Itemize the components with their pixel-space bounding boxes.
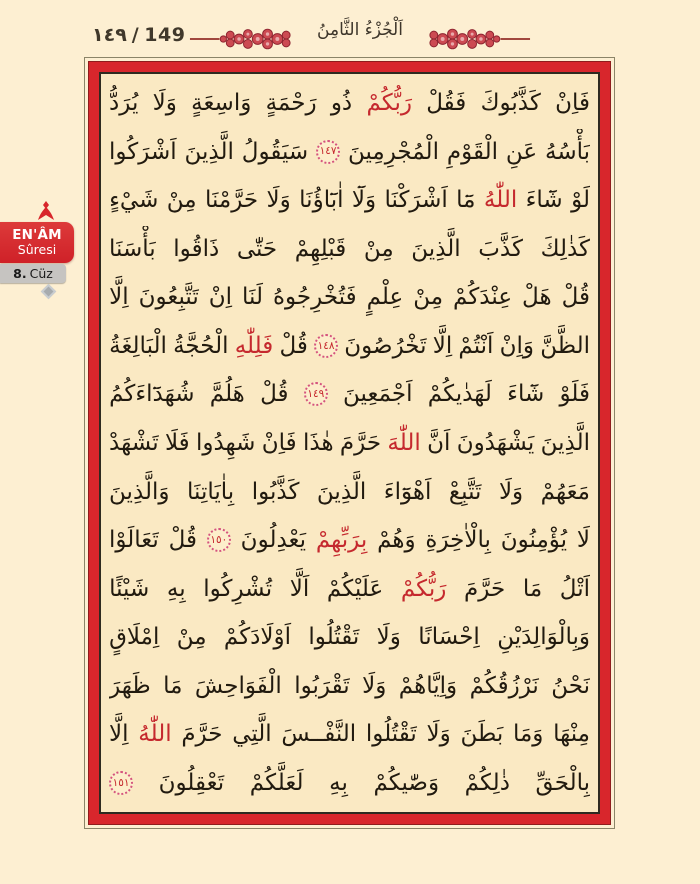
mushaf-line bbox=[109, 469, 590, 515]
quran-word: اَنَّ bbox=[427, 429, 451, 456]
quran-word: الَّذِينَ bbox=[411, 235, 461, 262]
quran-word: وَصّٰيكُمْ bbox=[373, 769, 440, 796]
quran-word: الْبَالِغَةُ bbox=[109, 332, 167, 359]
page-number-arabic: ١٤٩ bbox=[92, 24, 127, 46]
quran-word: اِلَّا bbox=[109, 721, 129, 748]
quran-word: تَتَّبِعُونَ bbox=[138, 284, 199, 311]
quran-word: تَعَالَوْا bbox=[109, 527, 159, 554]
quran-word: قُلْ bbox=[168, 527, 198, 554]
quran-word: فَقُلْ bbox=[426, 90, 467, 116]
quran-word: بِاٰيَاتِنَا bbox=[187, 478, 235, 505]
quran-word: وَلَا bbox=[426, 721, 451, 748]
quran-word: مَا bbox=[522, 575, 543, 602]
quran-word: تَقْتُلُوا bbox=[308, 624, 360, 651]
page-frame-red-band bbox=[88, 61, 611, 825]
quran-word: فَلَوْ bbox=[559, 381, 590, 408]
verse-marker: ١٤٨ bbox=[314, 334, 338, 358]
quran-word: الْفَوَاحِشَ bbox=[194, 672, 282, 699]
quran-word: ذٰلِكُمْ bbox=[464, 769, 510, 796]
page-number-latin: 149 bbox=[144, 24, 186, 46]
quran-word: هٰذَا bbox=[303, 429, 334, 456]
quran-word: فَتُخْرِجُوهُ bbox=[272, 284, 357, 311]
quran-word: وَبِالْوَالِدَيْنِ bbox=[497, 624, 590, 651]
quran-word: كَذٰلِكَ bbox=[540, 235, 590, 262]
mushaf-line bbox=[109, 711, 590, 757]
quran-word: عَنِ bbox=[505, 138, 538, 165]
page-number-separator: / bbox=[131, 24, 140, 46]
mushaf-line bbox=[109, 371, 590, 417]
quran-word: بِالْاٰخِرَةِ bbox=[425, 527, 491, 554]
quran-word: بَأْسَنَا bbox=[109, 235, 156, 262]
quran-word: كَذَّبُوا bbox=[251, 478, 300, 505]
floral-ornament-icon bbox=[188, 26, 296, 52]
quran-word: مِنْ bbox=[166, 187, 197, 214]
quran-word: سَيَقُولُ bbox=[241, 138, 309, 165]
quran-word: رَبُّكُمْ bbox=[366, 90, 412, 116]
quran-word: بِرَبِّهِمْ bbox=[315, 527, 368, 554]
quran-word: اللّٰهُ bbox=[138, 721, 172, 748]
page-frame bbox=[84, 57, 615, 829]
mushaf-line bbox=[109, 517, 590, 563]
quran-word: اِمْلَاقٍ bbox=[109, 624, 160, 651]
quran-word: عِلْمٍ bbox=[366, 284, 404, 311]
quran-word: الَّذِينَ bbox=[184, 138, 234, 165]
quran-word: الظَّنَّ bbox=[540, 332, 590, 359]
surah-name: EN'ÂM bbox=[12, 227, 62, 244]
quran-word: كَذَّبَ bbox=[478, 235, 523, 262]
quran-word: اَشْرَكْنَا bbox=[384, 187, 448, 214]
quran-word: رَحْمَةٍ bbox=[265, 90, 317, 116]
quran-word: مِنْ bbox=[176, 624, 207, 651]
quran-word: وَلَا bbox=[152, 90, 177, 116]
quran-word: اَهْوَٓاءَ bbox=[383, 478, 432, 505]
mushaf-line bbox=[109, 663, 590, 709]
quran-word: ظَهَرَ bbox=[109, 672, 151, 699]
quran-word: فَاِنْ bbox=[555, 90, 590, 116]
quran-word: تَتَّبِعْ bbox=[448, 478, 482, 505]
quran-word: اِنْ bbox=[208, 284, 233, 311]
mushaf-line bbox=[109, 566, 590, 612]
mushaf-line bbox=[109, 177, 590, 223]
surah-word: Sûresi bbox=[17, 242, 57, 258]
quran-word: اِلَّا bbox=[109, 284, 129, 311]
quran-word: وَلَا bbox=[376, 624, 401, 651]
quran-word: فَلَا bbox=[164, 429, 190, 456]
quran-word: وَاِنْ bbox=[499, 332, 535, 359]
mushaf-line bbox=[109, 80, 590, 126]
quran-word: الْقَوْمِ bbox=[446, 138, 498, 165]
fleur-ornament-icon bbox=[36, 201, 56, 221]
quran-word: تَعْقِلُونَ bbox=[158, 769, 225, 796]
quran-word: بَأْسُهُ bbox=[544, 138, 590, 165]
quran-word: رَبُّكُمْ bbox=[400, 575, 447, 602]
quran-word: لَوْ bbox=[571, 187, 590, 214]
mushaf-text bbox=[99, 72, 600, 814]
quran-word: اللّٰهُ bbox=[483, 187, 518, 214]
quran-word: فَاِنْ bbox=[261, 429, 297, 456]
quran-word: قُلْ bbox=[561, 284, 590, 311]
quran-word: بَطَنَ bbox=[460, 721, 504, 748]
quran-word: الْمُجْرِمِينَ bbox=[347, 138, 439, 165]
quran-word: شَهِدُوا bbox=[195, 429, 256, 456]
quran-word: وَمَا bbox=[512, 721, 544, 748]
juz-number: 8. bbox=[13, 266, 27, 281]
quran-word: اللّٰهَ bbox=[387, 429, 421, 456]
quran-word: بِهِ bbox=[329, 769, 348, 796]
quran-word: شَٓاءَ bbox=[507, 381, 545, 408]
quran-word: وَالَّذِينَ bbox=[109, 478, 170, 505]
mushaf-line bbox=[109, 129, 590, 175]
verse-marker: ١٥٠ bbox=[207, 528, 231, 552]
quran-word: يُرَدُّ bbox=[109, 90, 139, 116]
quran-word: ذَاقُوا bbox=[173, 235, 220, 262]
mushaf-line bbox=[109, 420, 590, 466]
page-number bbox=[92, 23, 185, 47]
quran-word: الْحُجَّةُ bbox=[173, 332, 229, 359]
verse-marker: ١٤٧ bbox=[316, 140, 340, 164]
quran-word: قُلْ bbox=[260, 381, 289, 408]
quran-word: اِلَّا bbox=[432, 332, 453, 359]
quran-word: اٰبَٓاؤُنَا bbox=[299, 187, 344, 214]
quran-word: حَرَّمَ bbox=[181, 721, 223, 748]
quran-word: اَوْلَادَكُمْ bbox=[223, 624, 292, 651]
quran-word: وَاِيَّاهُمْ bbox=[398, 672, 458, 699]
quran-word: عِنْدَكُمْ bbox=[453, 284, 513, 311]
quran-word: وَهُمْ bbox=[377, 527, 416, 554]
diamond-ornament-icon bbox=[41, 284, 57, 300]
sidebar-tab-juz bbox=[0, 264, 66, 283]
mushaf-line bbox=[109, 274, 590, 320]
quran-word: شُهَدَٓاءَكُمُ bbox=[109, 381, 195, 408]
quran-word: الَّذِينَ bbox=[316, 478, 367, 505]
quran-word: اَلَّا bbox=[289, 575, 310, 602]
verse-marker: ١٤٩ bbox=[304, 382, 328, 406]
mushaf-line bbox=[109, 760, 590, 806]
quran-word: اَشْرَكُوا bbox=[109, 138, 177, 165]
quran-word: يَشْهَدُونَ bbox=[456, 429, 535, 456]
quran-word: حَرَّمَ bbox=[464, 575, 506, 602]
quran-word: هَلْ bbox=[522, 284, 552, 311]
quran-word: بِهِ bbox=[166, 575, 186, 602]
quran-word: تَقْتُلُوا bbox=[365, 721, 417, 748]
quran-word: كَذَّبُوكَ bbox=[480, 90, 541, 116]
quran-word: لَا bbox=[576, 527, 590, 554]
quran-word: اَتْلُ bbox=[559, 575, 590, 602]
quran-word: اَنْتُمْ bbox=[458, 332, 494, 359]
verse-marker: ١٥١ bbox=[109, 771, 133, 795]
quran-word: مِنْ bbox=[413, 284, 444, 311]
quran-word: النَّفْــسَ bbox=[281, 721, 357, 748]
quran-word: وَاسِعَةٍ bbox=[191, 90, 252, 116]
quran-word: وَلَا bbox=[362, 672, 387, 699]
quran-word: مِنْ bbox=[363, 235, 394, 262]
quran-word: لَنَا bbox=[242, 284, 263, 311]
quran-word: الَّذِينَ bbox=[540, 429, 590, 456]
quran-word: نَرْزُقُكُمْ bbox=[469, 672, 539, 699]
quran-word: وَلَا bbox=[498, 478, 524, 505]
quran-word: شَيْئًا bbox=[109, 575, 150, 602]
quran-word: هَلُمَّ bbox=[209, 381, 245, 408]
quran-word: حَتّٰى bbox=[236, 235, 278, 262]
quran-word: تَخْرُصُونَ bbox=[344, 332, 427, 359]
juz-title: اَلْجُزْءُ الثَّامِنُ bbox=[317, 20, 403, 40]
quran-word: لَعَلَّكُمْ bbox=[249, 769, 304, 796]
quran-word: تَقْرَبُوا bbox=[294, 672, 350, 699]
quran-word: الَّتِي bbox=[232, 721, 272, 748]
quran-word: فَلِلّٰهِ bbox=[234, 332, 274, 359]
quran-word: يَعْدِلُونَ bbox=[240, 527, 307, 554]
sidebar-tab-surah bbox=[0, 222, 74, 263]
quran-word: مَا bbox=[163, 672, 183, 699]
quran-word: نَحْنُ bbox=[551, 672, 590, 699]
quran-word: قُلْ bbox=[279, 332, 308, 359]
quran-word: اَجْمَعِينَ bbox=[343, 381, 413, 408]
quran-word: شَيْءٍ bbox=[109, 187, 159, 214]
quran-word: اِحْسَانًا bbox=[418, 624, 480, 651]
quran-word: حَرَّمَ bbox=[339, 429, 382, 456]
quran-word: مَعَهُمْ bbox=[540, 478, 590, 505]
quran-word: مَٓا bbox=[456, 187, 476, 214]
quran-word: وَلَٓا bbox=[351, 187, 377, 214]
mushaf-line bbox=[109, 614, 590, 660]
mushaf-line bbox=[109, 323, 590, 369]
juz-word: Cüz bbox=[29, 266, 53, 281]
quran-word: حَرَّمْنَا bbox=[204, 187, 259, 214]
quran-word: ذُو bbox=[330, 90, 353, 116]
quran-word: مِنْهَا bbox=[553, 721, 590, 748]
floral-ornament-icon bbox=[424, 26, 532, 52]
quran-word: قَبْلِهِمْ bbox=[294, 235, 347, 262]
quran-word: وَلَا bbox=[266, 187, 291, 214]
quran-word: شَٓاءَ bbox=[525, 187, 563, 214]
quran-word: تَشْهَدْ bbox=[109, 429, 159, 456]
quran-word: يُؤْمِنُونَ bbox=[500, 527, 568, 554]
quran-word: عَلَيْكُمْ bbox=[326, 575, 384, 602]
quran-word: تُشْرِكُوا bbox=[203, 575, 273, 602]
quran-word: لَهَدٰيكُمْ bbox=[427, 381, 492, 408]
mushaf-line bbox=[109, 226, 590, 272]
quran-word: بِالْحَقِّ bbox=[535, 769, 590, 796]
